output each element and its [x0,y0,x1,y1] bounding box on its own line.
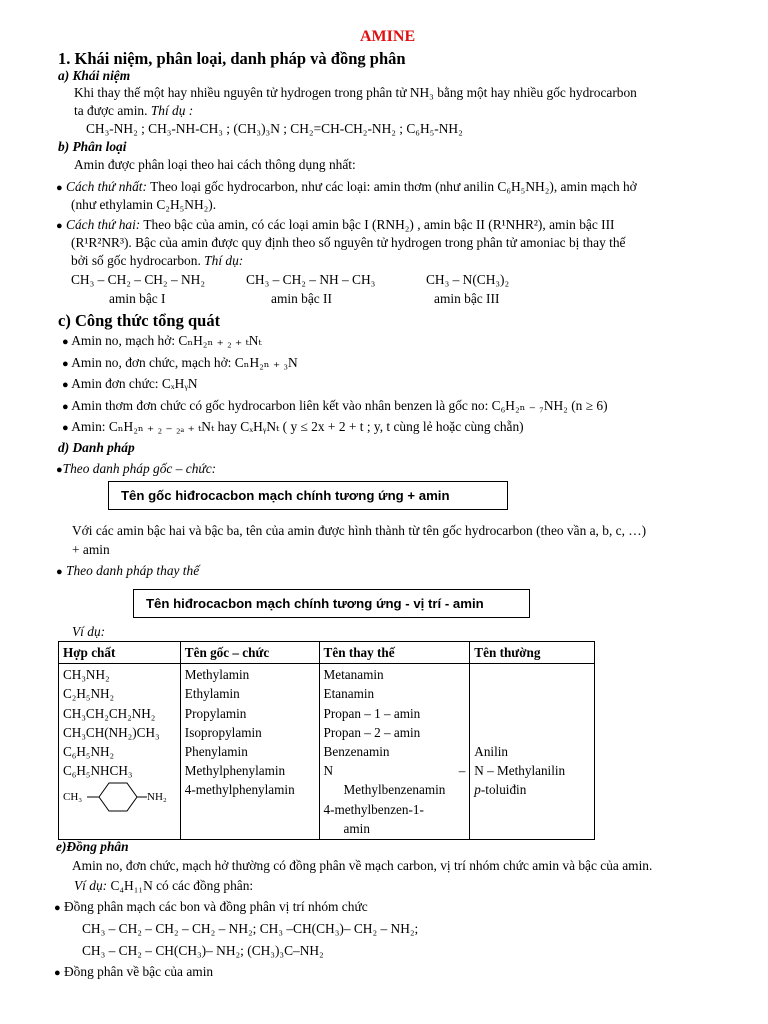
formula-item: ● Amin: CₙH₂ₙ ₊ ₂ ₋ ₂ₐ ₊ ₜNₜ hay CₓHᵧNₜ ( y ≤ 2x + 2 + t ; y, t cùng lẻ hoặc cùng chẵn) [62,419,524,434]
bullet-icon: ● [56,566,63,578]
isomer-formula-1: CH₃ – CH₂ – CH₂ – CH₂ – NH₂; CH₃ –CH(CH₃)– CH₂ – NH₂; [82,921,419,936]
compound-cell [59,664,181,840]
classification-intro: Amin được phân loại theo hai cách thông dụng nhất: [74,157,356,172]
bullet-icon: ● [56,464,63,476]
formula-primary: CH₃ – CH₂ – CH₂ – NH₂ [71,272,205,287]
table-header: Tên thường [470,642,595,664]
bullet-icon: ● [62,336,69,348]
nomenclature-heading: d) Danh pháp [58,440,135,455]
degree-tertiary: amin bậc III [434,291,500,306]
compound: C₆H₅NHCH₃ [63,763,133,779]
subheading-concept: a) Khái niệm [58,68,131,83]
example-label: Ví dụ: [72,624,106,639]
bullet-icon: ● [62,358,69,370]
radical-name-cell: Methylamin Ethylamin Propylamin Isopropylamin Phenylamin Methylphenylamin 4-methylphenylamin [180,664,319,840]
p-toluidine-structure: CH₃ NH₂ [63,780,176,814]
nomenclature-radical: ●Theo danh pháp gốc – chức: [56,461,217,476]
degree-primary: amin bậc I [109,291,166,306]
compound: CH₃NH₂ [63,667,110,683]
isomer-bullet-1: ● Đồng phân mạch các bon và đồng phân vị trí nhóm chức [54,899,368,914]
bullet-icon: ● [56,220,63,232]
isomer-bullet-2: ● Đồng phân về bậc của amin [54,964,214,979]
classification-way1-cont: (như ethylamin C₂H₅NH₂). [71,197,217,212]
nomenclature-substitutive: ● Theo danh pháp thay thế [56,563,200,578]
formula-item: ● Amin no, đơn chức, mạch hở: CₙH₂ₙ ₊ ₃N [62,355,298,370]
common-name-cell: Anilin N – Methylanilin p-toluiđin [470,664,595,840]
subheading-classification: b) Phân loại [58,139,127,154]
bullet-icon: ● [62,401,69,413]
concept-text: Khi thay thế một hay nhiều nguyên tử hydrogen trong phân tử NH₃ bằng một hay nhiều gốc hydrocarbon [74,85,637,100]
table-header: Tên gốc – chức [180,642,319,664]
classification-way2-cont2: bởi số gốc hydrocarbon. Thí dụ: [71,253,244,268]
isomer-example: Ví dụ: C₄H₁₁N có các đồng phân: [74,878,254,893]
isomer-heading: e)Đồng phân [56,839,129,854]
isomer-text: Amin no, đơn chức, mạch hở thường có đồng phân về mạch carbon, vị trí nhóm chức amin và bậc của amin. [72,858,653,873]
compound: C₆H₅NH₂ [63,744,115,760]
formula-item: ● Amin no, mạch hở: CₙH₂ₙ ₊ ₂ ₊ ₜNₜ [62,333,262,348]
bullet-icon: ● [56,182,63,194]
formula-item: ● Amin đơn chức: CₓHᵧN [62,376,198,391]
table-header: Tên thay thế [319,642,470,664]
bullet-icon: ● [54,967,61,979]
section-heading: 1. Khái niệm, phân loại, danh pháp và đồng phân [58,49,406,68]
classification-way2: ● Cách thứ hai: Theo bậc của amin, có các loại amin bậc I (RNH₂) , amin bậc II (R¹NHR²), amin bậc III [56,217,615,232]
bullet-icon: ● [62,379,69,391]
table-header-row [59,642,595,664]
concept-text-2: ta được amin. Thí dụ : [74,103,194,118]
classification-way2-cont: (R¹R²NR³). Bậc của amin được quy định theo số nguyên tử hydrogen trong phân tử amoniac bị thay thế [71,235,626,250]
general-formula-heading: c) Công thức tổng quát [58,311,221,330]
substitutive-name-cell: Metanamin Etanamin Propan – 1 – amin Propan – 2 – amin Benzenamin N – Methylbenzenamin 4-methylbenzen-1- amin [319,664,470,840]
page-title: AMINE [360,28,416,45]
radical-name-box: Tên gốc hiđrocacbon mạch chính tương ứng + amin [108,481,508,510]
formula-tertiary: CH₃ – N(CH₃)₂ [426,272,510,287]
degree-secondary: amin bậc II [271,291,332,306]
isomer-formula-2: CH₃ – CH₂ – CH(CH₃)– NH₂; (CH₃)₃C–NH₂ [82,943,324,958]
compound: CH₃CH₂CH₂NH₂ [63,705,156,721]
nomenclature-text: Với các amin bậc hai và bậc ba, tên của amin được hình thành từ tên gốc hydrocarbon (theo vần a, b, c, …) [72,523,647,538]
bullet-icon: ● [54,902,61,914]
compound: C₂H₅NH₂ [63,686,115,702]
classification-way1: ● Cách thứ nhất: Theo loại gốc hydrocarbon, như các loại: amin thơm (như anilin C₆H₅NH₂), amin mạch hở [56,179,637,194]
nomenclature-text-2: + amin [72,542,110,557]
table-header: Hợp chất [59,642,181,664]
substitutive-name-box: Tên hiđrocacbon mạch chính tương ứng - vị trí - amin [133,589,530,618]
table-row [59,664,595,840]
bullet-icon: ● [62,422,69,434]
formula-item: ● Amin thơm đơn chức có gốc hydrocarbon liên kết vào nhân benzen là gốc no: C₆H₂ₙ ₋ ₇NH₂ (n ≥ 6) [62,398,608,413]
formula-secondary: CH₃ – CH₂ – NH – CH₃ [246,272,376,287]
compound: CH₃CH(NH₂)CH₃ [63,724,160,740]
benzene-ring-icon [87,780,149,814]
nomenclature-table [58,641,595,840]
concept-examples: CH₃-NH₂ ; CH₃-NH-CH₃ ; (CH₃)₃N ; CH₂=CH-CH₂-NH₂ ; C₆H₅-NH₂ [86,121,463,136]
